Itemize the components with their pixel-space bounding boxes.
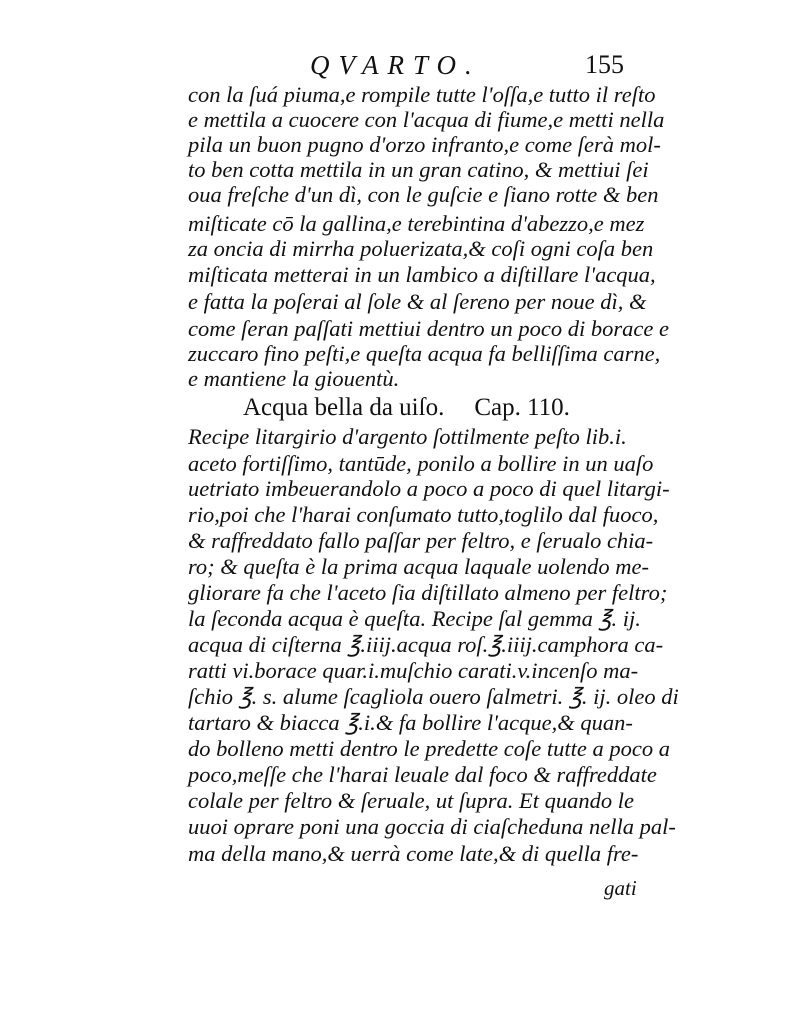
text-line: & raffreddato fallo paſſar per feltro, e ſerualo chia-: [188, 528, 654, 553]
text-line: e fatta la poſerai al ſole & al ſereno per noue dì, &: [188, 289, 647, 314]
chapter-title: Acqua bella da uiſo.: [243, 394, 445, 421]
text-line: miſticata metterai in un lambico a diſtillare l'acqua,: [188, 262, 656, 287]
text-line: za oncia di mirrha poluerizata,& coſi ogni coſa ben: [188, 236, 654, 261]
text-line: do bolleno metti dentro le predette coſe tutte a poco a: [188, 736, 670, 761]
text-line: e mantiene la giouentù.: [188, 366, 400, 391]
text-line: to ben cotta mettila in un gran catino, & mettiui ſei: [188, 157, 649, 182]
text-line: Recipe litargirio d'argento ſottilmente peſto lib.i.: [188, 424, 627, 449]
text-line: gliorare fa che l'aceto ſia diſtillato almeno per feltro;: [188, 580, 668, 605]
text-line: zuccaro fino peſti,e queſta acqua fa belliſſima carne,: [188, 341, 661, 366]
text-line: tartaro & biacca ℥.i.& fa bollire l'acque,& quan-: [188, 710, 633, 735]
text-line: poco,meſſe che l'harai leuale dal foco & raffreddate: [188, 762, 657, 787]
text-line: con la ſuá piuma,e rompile tutte l'oſſa,e tutto il reſto: [188, 82, 656, 107]
text-line: acqua di ciſterna ℥.iiij.acqua roſ.℥.iiij.camphora ca-: [188, 632, 664, 657]
running-head: QVARTO.: [310, 50, 481, 80]
text-line: la ſeconda acqua è queſta. Recipe ſal gemma ℥. ij.: [188, 606, 641, 631]
text-line: uuoi oprare poni una goccia di ciaſcheduna nella pal-: [188, 814, 676, 839]
catchword: gati: [604, 876, 637, 900]
text-line: ratti vi.borace quar.i.muſchio carati.v.incenſo ma-: [188, 658, 639, 683]
text-line: pila un buon pugno d'orzo infranto,e come ſerà mol-: [188, 132, 661, 157]
text-line: oua freſche d'un dì, con le guſcie e ſiano rotte & ben: [188, 182, 659, 207]
text-line: e mettila a cuocere con l'acqua di fiume,e metti nella: [188, 107, 665, 132]
chapter-number: Cap. 110.: [474, 394, 570, 421]
text-line: come ſeran paſſati mettiui dentro un poco di borace e: [188, 316, 669, 341]
text-line: rio,poi che l'harai conſumato tutto,toglilo dal fuoco,: [188, 502, 659, 527]
text-line: ma della mano,& uerrà come late,& di quella fre-: [188, 841, 639, 866]
text-line: uetriato imbeuerandolo a poco a poco di quel litargi-: [188, 476, 670, 501]
text-line: ſchio ℥. s. alume ſcagliola ouero ſalmetri. ℥. ij. oleo di: [188, 684, 679, 709]
text-line: ro; & queſta è la prima acqua laquale uolendo me-: [188, 554, 649, 579]
chapter-heading: [243, 394, 570, 422]
text-line: colale per feltro & ſeruale, ut ſupra. Et quando le: [188, 788, 634, 813]
text-line: aceto fortiſſimo, tantūde, ponilo a bollire in un uaſo: [188, 451, 654, 476]
page-number: 155: [585, 50, 624, 79]
text-line: miſticate cō la gallina,e terebintina d'abezzo,e mez: [188, 211, 645, 236]
